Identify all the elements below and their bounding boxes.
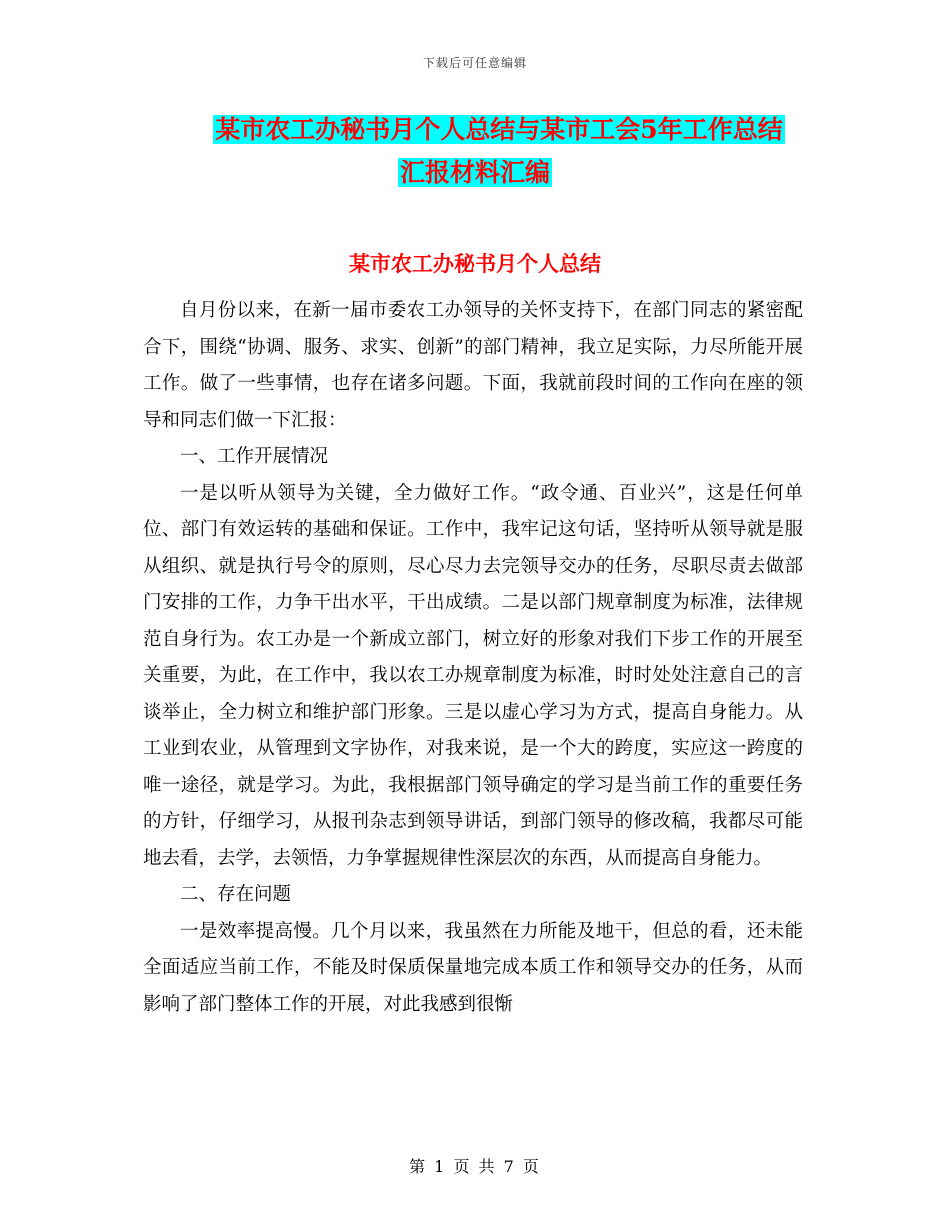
page-footer xyxy=(0,1154,950,1177)
footer-page-number: 1 xyxy=(434,1157,447,1176)
paragraph-work-details: 一是以听从领导为关键，全力做好工作。“政令通、百业兴”，这是任何单位、部门有效运转的基础和保证。工作中，我牢记这句话，坚持听从领导就是服从组织、就是执行号令的原则，尽心尽力去完领导交办的任务，尽职尽责去做部门安排的工作，力争干出水平，干出成绩。二是以部门规章制度为标准，法律规范自身行为。农工办是一个新成立部门，树立好的形象对我们下步工作的开展至关重要，为此，在工作中，我以农工办规章制度为标准，时时处处注意自己的言谈举止，全力树立和维护部门形象。三是以虚心学习为方式，提高自身能力。从工业到农业，从管理到文字协作，对我来说，是一个大的跨度，实应这一跨度的唯一途径，就是学习。为此，我根据部门领导确定的学习是当前工作的重要任务的方针，仔细学习，从报刊杂志到领导讲话，到部门领导的修改稿，我都尽可能地去看，去学，去领悟，力争掌握规律性深层次的东西，从而提高自身能力。 xyxy=(143,482,803,869)
heading-problems: 二、存在问题 xyxy=(180,884,292,905)
paragraph-intro: 自月份以来，在新一届市委农工办领导的关怀支持下，在部门同志的紧密配合下，围绕“协调、服务、求实、创新”的部门精神，我立足实际，力尽所能开展工作。做了一些事情，也存在诸多问题。下面，我就前段时间的工作向在座的领导和同志们做一下汇报： xyxy=(143,300,803,431)
document-body xyxy=(143,293,803,1023)
document-title-line-1-text: 某市农工办秘书月个人总结与某市工会5年工作总结 xyxy=(215,115,783,144)
footer-middle: 页 共 xyxy=(453,1157,497,1176)
document-title-line-2 xyxy=(0,155,950,191)
section-title: 某市农工办秘书月个人总结 xyxy=(349,251,601,276)
document-title-line-1 xyxy=(0,112,950,148)
document-title-line-2-text: 汇报材料汇编 xyxy=(399,158,550,187)
paragraph-problems: 一是效率提高慢。几个月以来，我虽然在力所能及地干，但总的看，还未能全面适应当前工作，不能及时保质保量地完成本质工作和领导交办的任务，从而影响了部门整体工作的开展，对此我感到很惭 xyxy=(143,920,803,1015)
header-note: 下载后可任意编辑 xyxy=(422,56,527,70)
footer-total-pages: 7 xyxy=(503,1157,516,1176)
footer-suffix: 页 xyxy=(522,1157,541,1176)
footer-prefix: 第 xyxy=(409,1157,428,1176)
heading-work-situation: 一、工作开展情况 xyxy=(180,446,329,467)
